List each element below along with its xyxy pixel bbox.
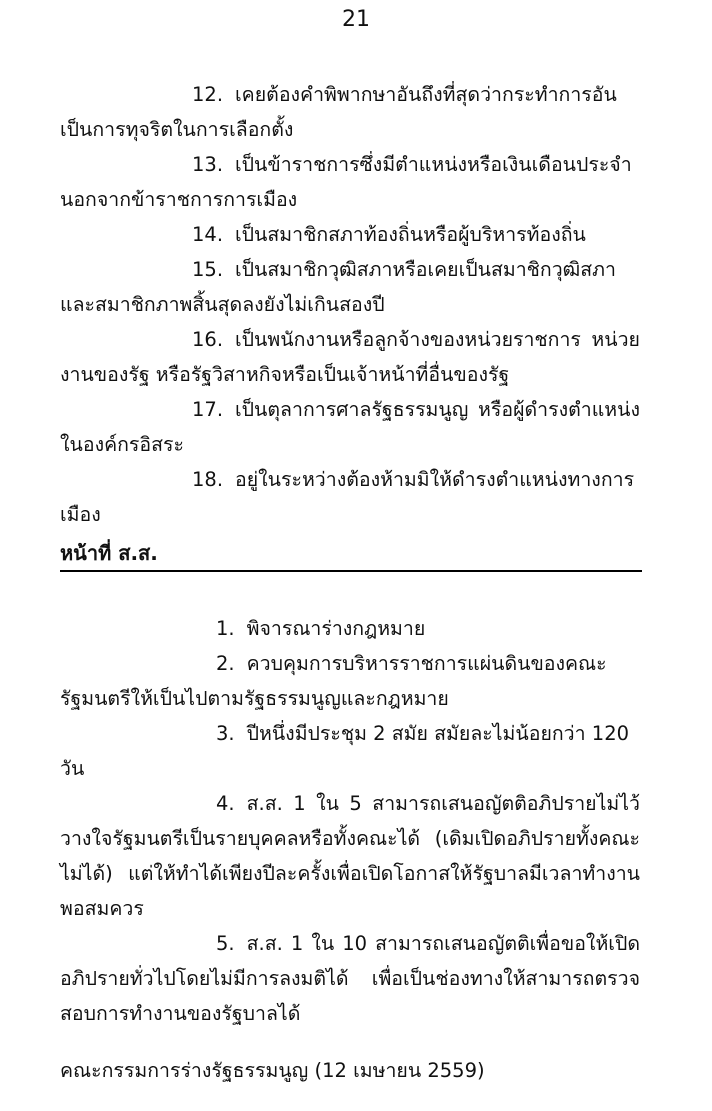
item-text: ปีหนึ่งมีประชุม 2 สมัย สมัยละไม่น้อยกว่า 120 วัน xyxy=(60,722,630,780)
list-item xyxy=(60,611,640,646)
item-text: เป็นข้าราชการซึ่งมีตำแหน่งหรือเงินเดือนประจำนอกจากข้าราชการการเมือง xyxy=(60,153,632,211)
list-item xyxy=(60,462,640,532)
list-item xyxy=(60,217,640,252)
list-item xyxy=(60,926,640,1031)
item-number: 5. xyxy=(216,932,235,955)
list-item xyxy=(60,252,640,322)
item-number: 12. xyxy=(192,83,224,106)
item-number: 18. xyxy=(192,468,224,491)
source-note: คณะกรรมการร่างรัฐธรรมนูญ (12 เมษายน 2559) xyxy=(60,1059,485,1082)
qualification-list xyxy=(60,77,640,532)
item-text: เป็นพนักงานหรือลูกจ้างของหน่วยราชการ หน่วยงานของรัฐ หรือรัฐวิสาหกิจหรือเป็นเจ้าหน้าที่อื่นของรัฐ xyxy=(60,328,640,386)
section-heading: หน้าที่ ส.ส. xyxy=(60,538,642,572)
duties-list xyxy=(60,611,640,1031)
item-text: เป็นตุลาการศาลรัฐธรรมนูญ หรือผู้ดำรงตำแหน่งในองค์กรอิสระ xyxy=(60,398,640,456)
list-item xyxy=(60,716,640,786)
item-number: 1. xyxy=(216,617,235,640)
page-number: 21 xyxy=(342,7,370,32)
list-item xyxy=(60,147,640,217)
list-item xyxy=(60,786,640,926)
item-number: 16. xyxy=(192,328,224,351)
list-item xyxy=(60,392,640,462)
item-number: 2. xyxy=(216,652,235,675)
item-number: 13. xyxy=(192,153,224,176)
item-text: เป็นสมาชิกสภาท้องถิ่นหรือผู้บริหารท้องถิ่น xyxy=(235,223,586,246)
item-number: 4. xyxy=(216,792,235,815)
item-text: อยู่ในระหว่างต้องห้ามมิให้ดำรงตำแหน่งทางการเมือง xyxy=(60,468,635,526)
item-text: พิจารณาร่างกฎหมาย xyxy=(246,617,426,640)
item-text: ควบคุมการบริหารราชการแผ่นดินของคณะรัฐมนตรีให้เป็นไปตามรัฐธรรมนูญและกฎหมาย xyxy=(60,652,607,710)
list-item xyxy=(60,77,640,147)
list-item xyxy=(60,646,640,716)
item-text: เป็นสมาชิกวุฒิสภาหรือเคยเป็นสมาชิกวุฒิสภาและสมาชิกภาพสิ้นสุดลงยังไม่เกินสองปี xyxy=(60,258,616,316)
item-number: 15. xyxy=(192,258,224,281)
item-number: 17. xyxy=(192,398,224,421)
item-number: 14. xyxy=(192,223,224,246)
item-text: ส.ส. 1 ใน 5 สามารถเสนอญัตติอภิปรายไม่ไว้วางใจรัฐมนตรีเป็นรายบุคคลหรือทั้งคณะได้ (เดิมเปิดอภิปรายทั้งคณะไม่ได้) แต่ให้ทำได้เพียงปีละครั้งเพื่อเปิดโอกาสให้รัฐบาลมีเวลาทำงานพอสมควร xyxy=(60,792,640,920)
item-number: 3. xyxy=(216,722,235,745)
item-text: ส.ส. 1 ใน 10 สามารถเสนอญัตติเพื่อขอให้เปิดอภิปรายทั่วไปโดยไม่มีการลงมติได้ เพื่อเป็นช่องทางให้สามารถตรวจสอบการทำงานของรัฐบาลได้ xyxy=(60,932,640,1025)
list-item xyxy=(60,322,640,392)
item-text: เคยต้องคำพิพากษาอันถึงที่สุดว่ากระทำการอันเป็นการทุจริตในการเลือกตั้ง xyxy=(60,83,617,141)
